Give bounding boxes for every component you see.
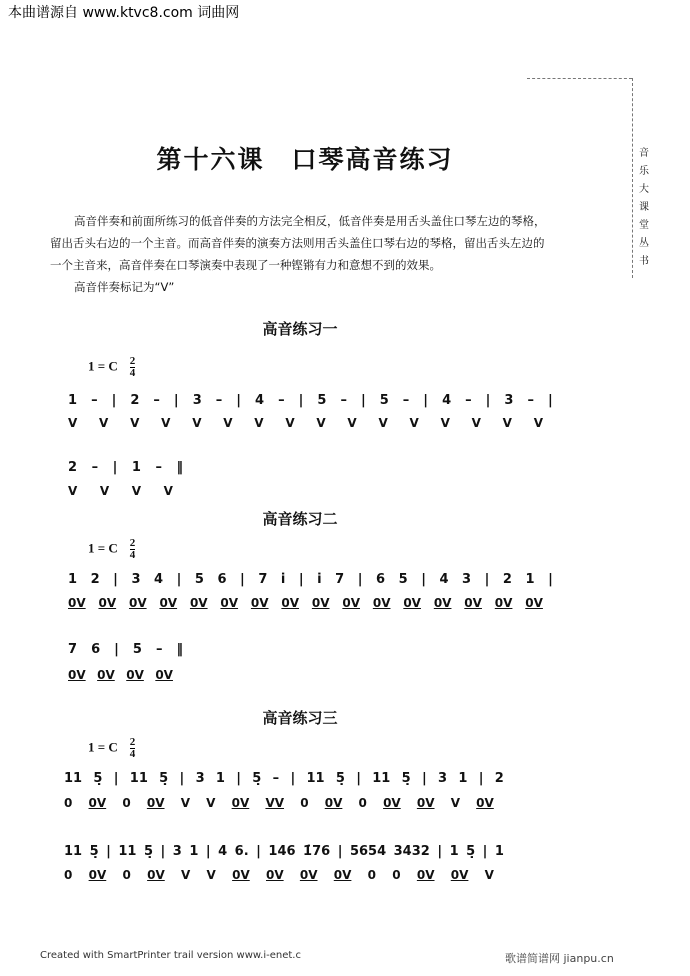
note: 3432	[393, 844, 430, 859]
side-char: 丛	[639, 238, 649, 249]
barline: |	[205, 844, 211, 859]
accomp-mark: 0	[64, 796, 73, 810]
notes-row	[68, 393, 553, 408]
barline: |	[423, 393, 429, 408]
barline: |	[176, 572, 182, 587]
accomp-mark: V	[161, 416, 171, 430]
accomp-mark: V	[130, 416, 140, 430]
barline: ‖	[176, 460, 183, 475]
note: 5̣	[89, 844, 99, 859]
note: 5	[379, 393, 389, 408]
accomp-mark: V	[68, 484, 78, 498]
note: 5	[398, 572, 408, 587]
accompaniment-row	[64, 868, 494, 882]
note: 2	[502, 572, 512, 587]
side-char: 乐	[639, 166, 649, 177]
note: 1	[131, 460, 141, 475]
note: 5̣	[401, 771, 411, 786]
note: 4	[218, 844, 228, 859]
barline: |	[179, 771, 185, 786]
barline: |	[236, 771, 241, 786]
barline: |	[547, 393, 553, 408]
accomp-mark: V	[206, 868, 216, 882]
note: 1	[215, 771, 225, 786]
accomp-mark: V	[99, 416, 109, 430]
accomp-mark: 0	[392, 868, 401, 882]
accomp-mark: 0V	[494, 596, 513, 610]
note: 3	[131, 572, 141, 587]
time-bottom: 4	[129, 748, 136, 760]
accomp-mark: 0	[122, 868, 131, 882]
accomp-mark: 0V	[324, 796, 343, 810]
accomp-mark: 0	[300, 796, 309, 810]
key-label: 1 = C	[88, 358, 118, 374]
note: –	[272, 771, 280, 786]
key-signature	[88, 538, 135, 561]
barline: |	[290, 771, 296, 786]
note: –	[91, 460, 99, 475]
barline: |	[298, 572, 304, 587]
barline: |	[114, 642, 119, 657]
key-signature	[88, 737, 135, 760]
side-char: 书	[639, 256, 649, 267]
page-title: 第十六课 口琴高音练习	[156, 145, 454, 174]
note: 3	[195, 771, 205, 786]
barline: |	[173, 393, 179, 408]
accomp-mark: 0V	[464, 596, 482, 610]
accomp-mark: 0V	[147, 868, 165, 882]
accomp-mark: 0V	[525, 596, 543, 610]
intro-note: 高音伴奏标记为“V”	[74, 280, 175, 294]
note: 11	[64, 771, 83, 786]
barline: |	[421, 572, 426, 587]
accomp-mark: 0	[367, 868, 377, 882]
note: 1	[189, 844, 199, 859]
note: 3	[438, 771, 448, 786]
barline: |	[112, 460, 118, 475]
note: 7	[258, 572, 268, 587]
accomp-mark: V	[192, 416, 202, 430]
note: 11	[372, 771, 391, 786]
note: 5̣	[466, 844, 476, 859]
note: 1̇76	[303, 844, 331, 859]
accomp-mark: 0V	[88, 868, 107, 882]
side-char: 课	[639, 202, 649, 213]
note: 7	[335, 572, 345, 587]
barline: |	[484, 572, 490, 587]
key-signature	[88, 356, 135, 379]
accomp-mark: 0V	[220, 596, 239, 610]
accomp-mark: V	[471, 416, 481, 430]
series-side-label	[636, 145, 652, 271]
accomp-mark: V	[206, 796, 216, 810]
barline: |	[478, 771, 484, 786]
notes-row	[68, 572, 553, 587]
note: –	[402, 393, 410, 408]
accomp-mark: 0V	[403, 596, 421, 610]
note: 3	[504, 393, 514, 408]
accomp-mark: V	[254, 416, 264, 430]
note: –	[527, 393, 534, 408]
accomp-mark: 0V	[88, 796, 107, 810]
accomp-mark: 0V	[299, 868, 318, 882]
note: 5	[132, 642, 142, 657]
accomp-mark: 0V	[265, 868, 284, 882]
note: 5654	[349, 844, 387, 859]
exercise-title: 高音练习二	[262, 510, 338, 528]
accomp-mark: 0V	[68, 596, 86, 610]
barline: |	[236, 393, 242, 408]
accomp-mark: 0V	[231, 796, 250, 810]
note: 6	[91, 642, 101, 657]
accompaniment-row	[64, 796, 494, 810]
note: 3	[172, 844, 182, 859]
barline: |	[240, 572, 245, 587]
note: 2	[68, 460, 78, 475]
note: 4	[439, 572, 449, 587]
barline: |	[160, 844, 166, 859]
note: 1	[68, 572, 78, 587]
barline: |	[356, 771, 361, 786]
note: 1	[449, 844, 459, 859]
time-top: 2	[129, 736, 136, 748]
side-char: 大	[639, 184, 649, 195]
accomp-mark: 0V	[450, 868, 469, 882]
accomp-mark: 0V	[281, 596, 300, 610]
time-top: 2	[129, 537, 136, 549]
note: 1	[458, 771, 468, 786]
side-char: 堂	[639, 220, 649, 231]
accomp-mark: V	[180, 796, 190, 810]
barline: |	[437, 844, 443, 859]
accomp-mark: 0V	[68, 668, 86, 682]
accomp-mark: V	[181, 868, 191, 882]
accomp-mark: 0V	[126, 668, 144, 682]
exercise-title: 高音练习三	[262, 709, 338, 727]
note: 1	[525, 572, 535, 587]
accomp-mark: 0V	[383, 796, 401, 810]
notes-row	[64, 844, 504, 859]
watermark: 歌谱简谱网 jianpu.cn	[505, 952, 614, 965]
note: 5̣	[252, 771, 262, 786]
accomp-mark: 0V	[333, 868, 352, 882]
note: 11	[64, 844, 83, 859]
barline: |	[360, 393, 366, 408]
note: 146	[268, 844, 296, 859]
accomp-mark: V	[347, 416, 357, 430]
divider	[632, 78, 633, 278]
note: 5̣	[159, 771, 169, 786]
accomp-mark: V	[440, 416, 450, 430]
note: 5	[317, 393, 327, 408]
time-bottom: 4	[129, 367, 136, 379]
side-char: 音	[639, 148, 649, 159]
barline: |	[482, 844, 488, 859]
note: 2	[130, 393, 140, 408]
note: 1	[494, 844, 504, 859]
barline: |	[337, 844, 343, 859]
note: 6.	[234, 844, 249, 859]
note: 2	[494, 771, 504, 786]
accomp-mark: V	[484, 868, 494, 882]
note: 5̣	[335, 771, 345, 786]
accomp-mark: 0V	[189, 596, 208, 610]
notes-row	[64, 771, 504, 786]
accomp-mark: 0V	[128, 596, 147, 610]
accomp-mark: V	[163, 484, 173, 498]
accomp-mark: 0V	[250, 596, 269, 610]
accomp-mark: 0V	[232, 868, 250, 882]
accomp-mark: 0V	[98, 596, 117, 610]
divider	[527, 78, 632, 79]
note: 4	[154, 572, 164, 587]
intro-text	[50, 210, 555, 298]
accomp-mark: V	[409, 416, 419, 430]
accomp-mark: 0	[64, 868, 73, 882]
key-label: 1 = C	[88, 540, 118, 556]
accomp-mark: V	[316, 416, 326, 430]
barline: |	[111, 393, 117, 408]
note: –	[155, 460, 162, 475]
note: –	[91, 393, 98, 408]
time-bottom: 4	[129, 549, 136, 561]
note: –	[340, 393, 347, 408]
accomp-mark: V	[533, 416, 543, 430]
note: 7	[68, 642, 78, 657]
barline: ‖	[176, 642, 183, 657]
accomp-mark: 0V	[416, 796, 435, 810]
accomp-mark: VV	[265, 796, 285, 810]
note: –	[278, 393, 285, 408]
accomp-mark: V	[450, 796, 460, 810]
note: 3	[462, 572, 472, 587]
note: 4	[442, 393, 452, 408]
accomp-mark: 0V	[155, 668, 173, 682]
note: 5̣	[93, 771, 103, 786]
note: 2	[90, 572, 100, 587]
barline: |	[548, 572, 553, 587]
note: 6	[217, 572, 227, 587]
intro-paragraph: 高音伴奏和前面所练习的低音伴奏的方法完全相反，低音伴奏是用舌头盖住口琴左边的琴格，留出舌头右边的一个主音。而高音伴奏的演奏方法则用舌头盖住口琴右边的琴格，留出舌头左边的一个主音来，高音伴奏在口琴演奏中表现了一种铿锵有力和意想不到的效果。	[50, 214, 546, 272]
notes-row	[68, 642, 183, 657]
note: i̇	[317, 572, 322, 587]
note: 3	[192, 393, 202, 408]
note: i̇	[280, 572, 286, 587]
note: 11	[118, 844, 137, 859]
note: 5̣	[143, 844, 154, 859]
barline: |	[485, 393, 491, 408]
accomp-mark: 0V	[372, 596, 391, 610]
accompaniment-row	[68, 668, 173, 682]
note: 11	[129, 771, 148, 786]
time-signature	[130, 356, 136, 379]
barline: |	[298, 393, 304, 408]
note: 6	[376, 572, 386, 587]
time-signature	[130, 538, 136, 561]
accompaniment-row	[68, 416, 543, 430]
time-top: 2	[129, 355, 136, 367]
accomp-mark: V	[285, 416, 295, 430]
barline: |	[113, 572, 118, 587]
accomp-mark: V	[68, 416, 78, 430]
accompaniment-row	[68, 484, 173, 498]
accomp-mark: 0V	[311, 596, 330, 610]
accomp-mark: 0	[358, 796, 367, 810]
accomp-mark: 0V	[416, 868, 435, 882]
barline: |	[113, 771, 119, 786]
note: –	[215, 393, 223, 408]
note: 11	[306, 771, 325, 786]
notes-row	[68, 460, 183, 475]
source-header: 本曲谱源自 www.ktvc8.com 词曲网	[8, 5, 240, 21]
note: –	[155, 642, 163, 657]
time-signature	[130, 737, 136, 760]
accompaniment-row	[68, 596, 543, 610]
key-label: 1 = C	[88, 739, 118, 755]
barline: |	[106, 844, 111, 859]
note: 4	[255, 393, 265, 408]
accomp-mark: 0V	[97, 668, 115, 682]
accomp-mark: V	[99, 484, 110, 498]
note: –	[465, 393, 472, 408]
accomp-mark: 0V	[476, 796, 494, 810]
accomp-mark: 0V	[146, 796, 165, 810]
accomp-mark: 0V	[433, 596, 452, 610]
accomp-mark: V	[502, 416, 512, 430]
note: –	[153, 393, 160, 408]
barline: |	[422, 771, 427, 786]
footer-text: Created with SmartPrinter trail version www.i-enet.c	[40, 950, 301, 961]
accomp-mark: 0V	[159, 596, 178, 610]
accomp-mark: 0V	[342, 596, 360, 610]
accomp-mark: V	[131, 484, 142, 498]
accomp-mark: V	[223, 416, 233, 430]
note: 1	[68, 393, 78, 408]
note: 5	[194, 572, 204, 587]
barline: |	[357, 572, 363, 587]
accomp-mark: 0	[122, 796, 131, 810]
exercise-title: 高音练习一	[262, 320, 338, 338]
barline: |	[256, 844, 261, 859]
accomp-mark: V	[378, 416, 388, 430]
